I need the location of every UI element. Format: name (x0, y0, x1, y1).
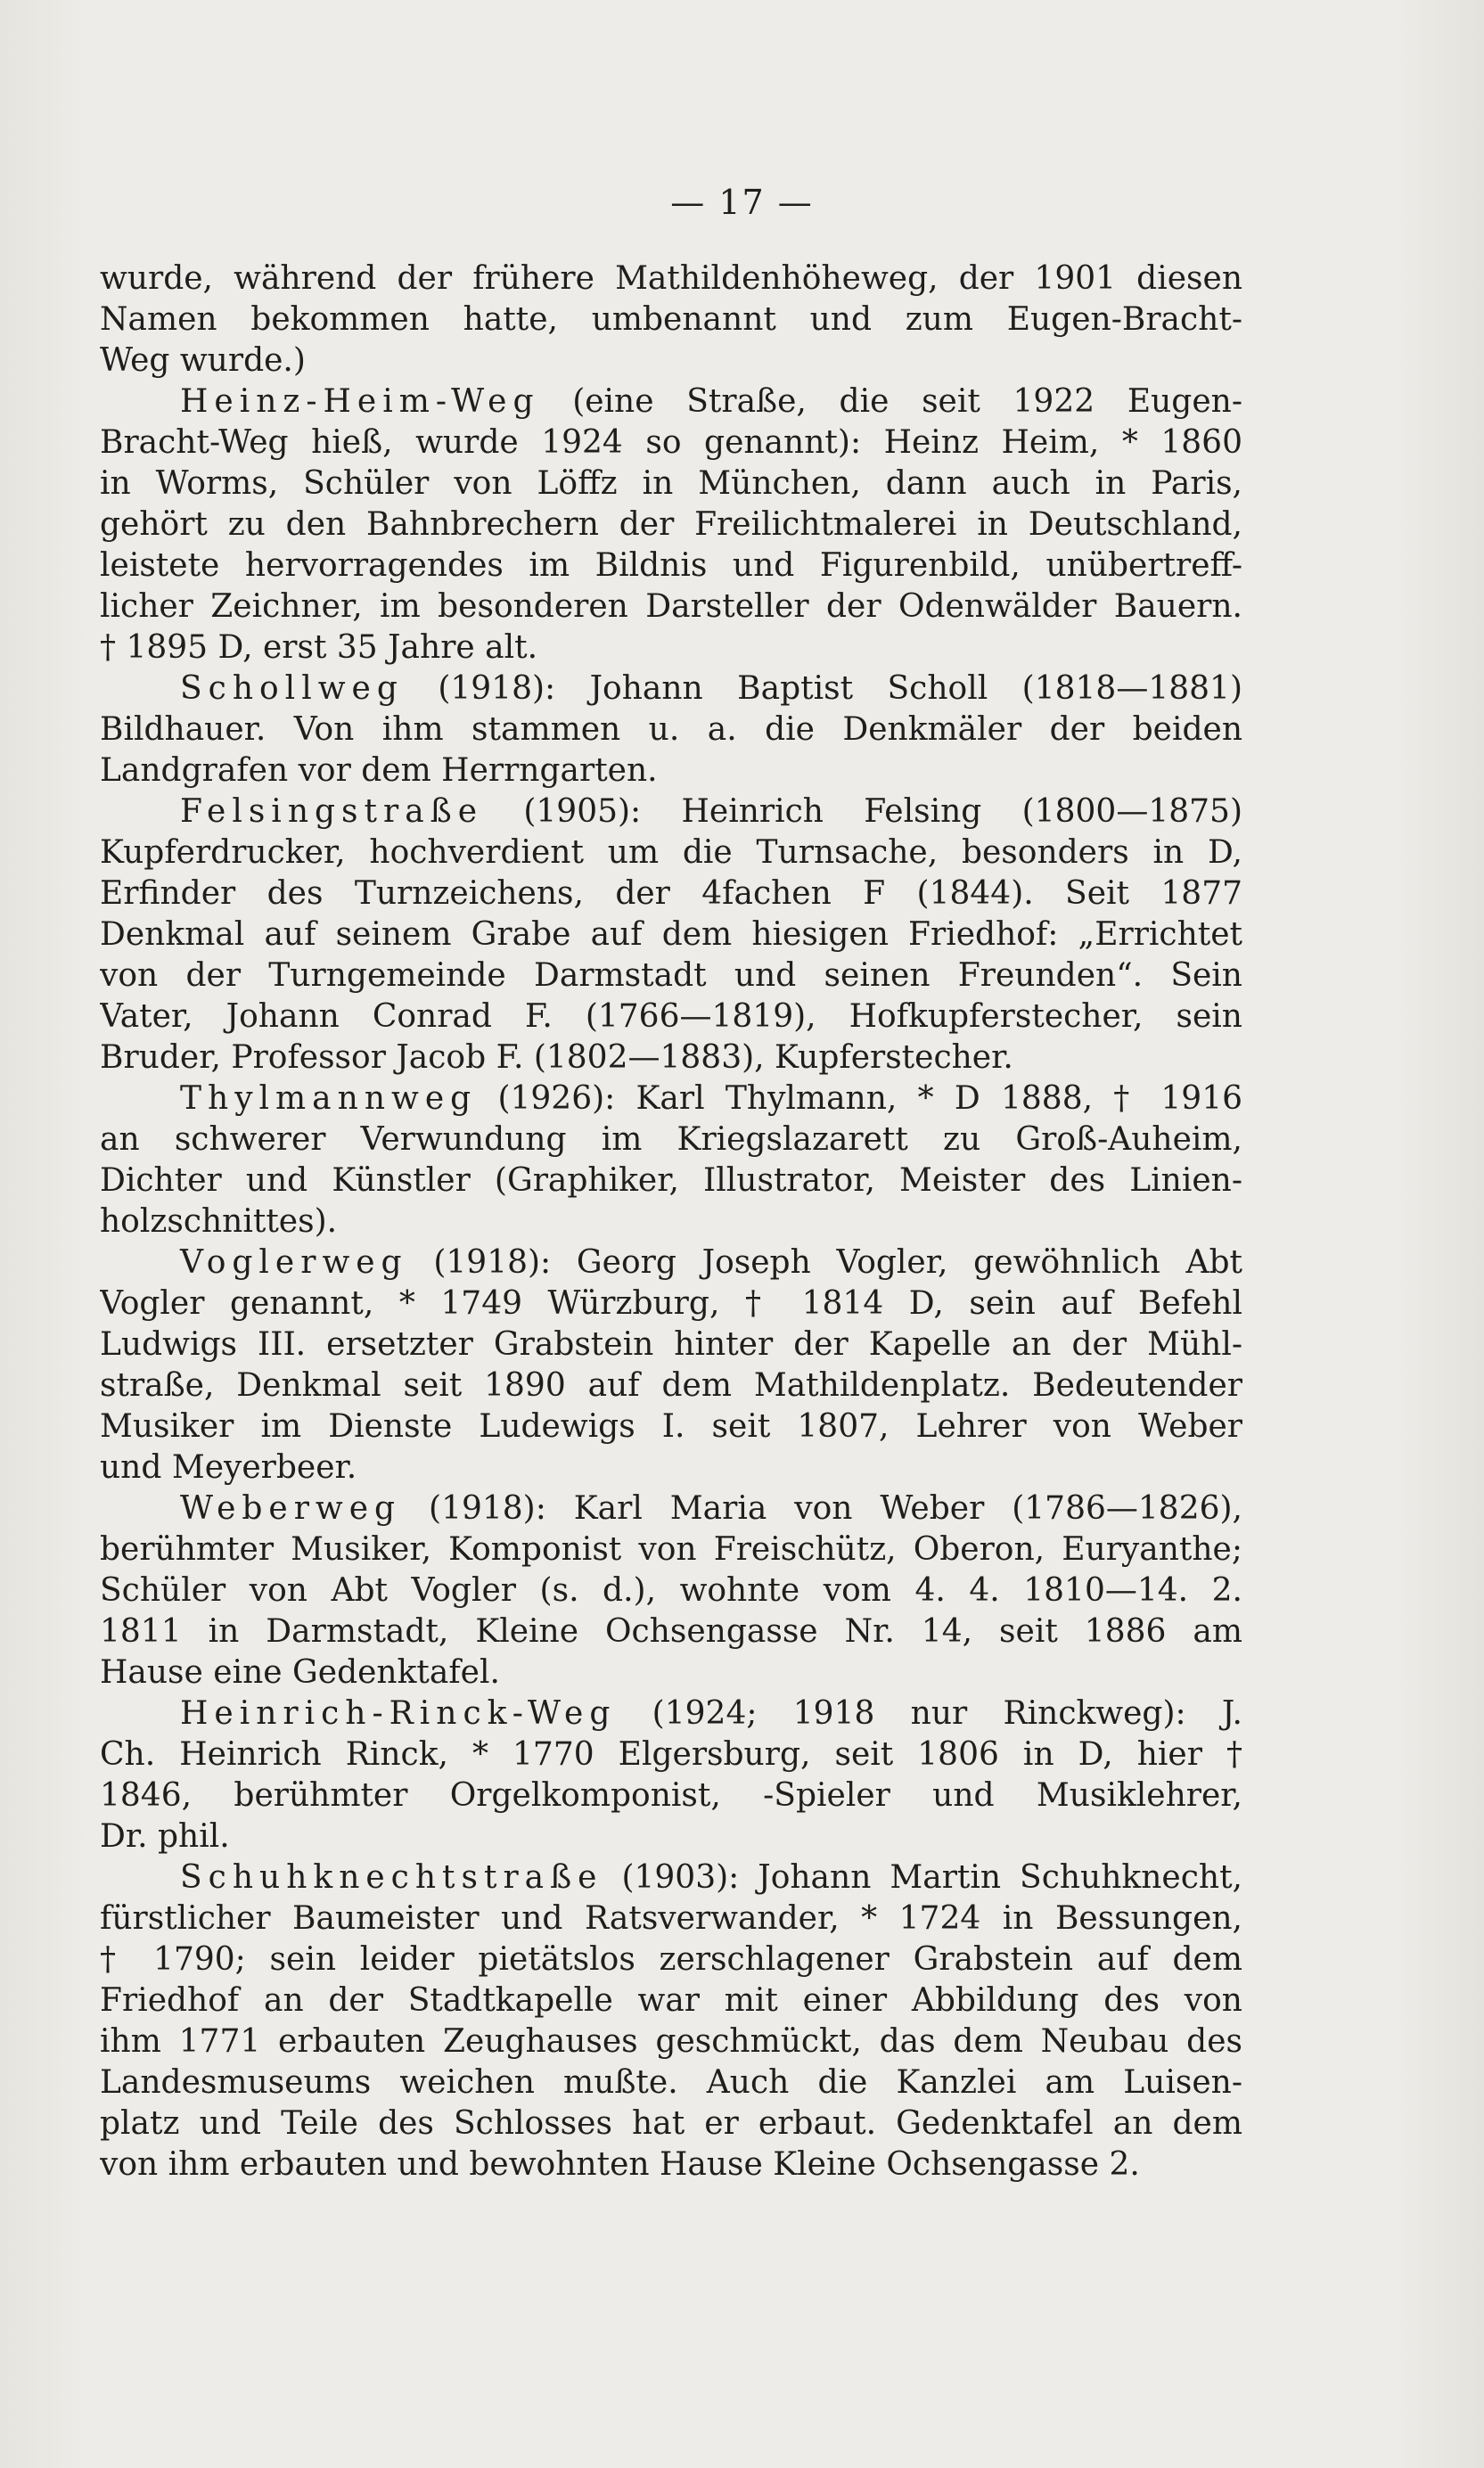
text-line (100, 1980, 1242, 2021)
line-text: ihm 1771 erbauten Zeughauses geschmückt, das dem Neubau des (100, 2023, 1242, 2060)
line-text: Schüler von Abt Vogler (s. d.), wohnte vom 4. 4. 1810—14. 2. (100, 1572, 1242, 1609)
entry-first-line (100, 791, 1242, 832)
line-text: licher Zeichner, im besonderen Darsteller der Odenwälder Bauern. (100, 588, 1242, 625)
text-line (100, 1406, 1242, 1447)
text-line (100, 1324, 1242, 1365)
line-text: Vater, Johann Conrad F. (1766—1819), Hofkupferstecher, sein (100, 998, 1242, 1035)
text-line (100, 1652, 1242, 1693)
text-line (100, 996, 1242, 1037)
line-text: (1903): Johann Martin Schuhknecht, (603, 1859, 1242, 1896)
line-text: straße, Denkmal seit 1890 auf dem Mathildenplatz. Bedeutender (100, 1367, 1242, 1404)
line-text: Bruder, Professor Jacob F. (1802—1883), Kupferstecher. (100, 1039, 1013, 1076)
line-text: berühmter Musiker, Komponist von Freischütz, Oberon, Euryanthe; (100, 1531, 1242, 1568)
text-line (100, 1570, 1242, 1611)
text-line (100, 709, 1242, 750)
line-text: leistete hervorragendes im Bildnis und Figurenbild, unübertreff- (100, 547, 1242, 584)
text-line (100, 1201, 1242, 1242)
line-text: Musiker im Dienste Ludewigs I. seit 1807, Lehrer von Weber (100, 1408, 1242, 1445)
text-line (100, 422, 1242, 463)
text-line (100, 1529, 1242, 1570)
line-text: Denkmal auf seinem Grabe auf dem hiesigen Friedhof: „Errichtet (100, 916, 1242, 953)
line-text: Dr. phil. (100, 1818, 230, 1855)
line-text: (1918): Georg Joseph Vogler, gewöhnlich Abt (407, 1244, 1242, 1281)
street-name: Felsingstraße (180, 793, 484, 830)
line-text: von ihm erbauten und bewohnten Hause Kleine Ochsengasse 2. (100, 2146, 1140, 2183)
text-line (100, 1283, 1242, 1324)
line-text: gehört zu den Bahnbrechern der Freilichtmalerei in Deutschland, (100, 506, 1242, 543)
line-text: wurde, während der frühere Mathildenhöheweg, der 1901 diesen (100, 260, 1242, 297)
line-text: holzschnittes). (100, 1203, 338, 1240)
line-text: und Meyerbeer. (100, 1449, 357, 1486)
text-line (100, 955, 1242, 996)
entry-first-line (100, 381, 1242, 422)
text-line (100, 1898, 1242, 1939)
line-text: Bracht-Weg hieß, wurde 1924 so genannt): Heinz Heim, * 1860 (100, 424, 1242, 461)
text-line (100, 627, 1242, 668)
text-line (100, 832, 1242, 873)
text-line (100, 586, 1242, 627)
entry-first-line (100, 1242, 1242, 1283)
text-line (100, 2103, 1242, 2144)
street-name: Heinz-Heim-Weg (180, 383, 540, 420)
text-line (100, 2021, 1242, 2062)
text-line (100, 504, 1242, 545)
text-body (100, 258, 1242, 2185)
line-text: (1926): Karl Thylmann, * D 1888, † 1916 (477, 1080, 1242, 1117)
line-text: Friedhof an der Stadtkapelle war mit einer Abbildung des von (100, 1982, 1242, 2019)
line-text: Kupferdrucker, hochverdient um die Turnsache, besonders in D, (100, 834, 1242, 871)
text-line (100, 873, 1242, 914)
text-line (100, 2144, 1242, 2185)
line-text: Landesmuseums weichen mußte. Auch die Kanzlei am Luisen- (100, 2064, 1242, 2101)
text-line (100, 1611, 1242, 1652)
street-name: Heinrich-Rinck-Weg (180, 1695, 617, 1732)
line-text: Weg wurde.) (100, 342, 306, 379)
line-text: platz und Teile des Schlosses hat er erbaut. Gedenktafel an dem (100, 2105, 1242, 2142)
line-text: Landgrafen vor dem Herrngarten. (100, 752, 658, 789)
street-name: Weberweg (180, 1490, 402, 1527)
text-line (100, 258, 1242, 299)
text-line (100, 1037, 1242, 1078)
street-name: Schollweg (180, 670, 404, 707)
text-line (100, 1447, 1242, 1488)
entry-first-line (100, 1693, 1242, 1734)
entry-first-line (100, 1857, 1242, 1898)
entry-first-line (100, 1078, 1242, 1119)
text-line (100, 340, 1242, 381)
text-line (100, 1365, 1242, 1406)
text-line (100, 914, 1242, 955)
line-text: Bildhauer. Von ihm stammen u. a. die Denkmäler der beiden (100, 711, 1242, 748)
line-text: fürstlicher Baumeister und Ratsverwander, * 1724 in Bessungen, (100, 1900, 1242, 1937)
line-text: Erfinder des Turnzeichens, der 4fachen F (1844). Seit 1877 (100, 875, 1242, 912)
text-line (100, 1775, 1242, 1816)
line-text: Ludwigs III. ersetzter Grabstein hinter der Kapelle an der Mühl- (100, 1326, 1242, 1363)
text-line (100, 750, 1242, 791)
text-line (100, 463, 1242, 504)
text-line (100, 1119, 1242, 1160)
line-text: Namen bekommen hatte, umbenannt und zum Eugen-Bracht- (100, 301, 1242, 338)
line-text: Vogler genannt, * 1749 Würzburg, † 1814 D, sein auf Befehl (100, 1285, 1242, 1322)
line-text: (1905): Heinrich Felsing (1800—1875) (483, 793, 1242, 830)
line-text: † 1895 D, erst 35 Jahre alt. (100, 629, 538, 666)
text-line (100, 1816, 1242, 1857)
line-text: 1811 in Darmstadt, Kleine Ochsengasse Nr. 14, seit 1886 am (100, 1613, 1242, 1650)
text-line (100, 545, 1242, 586)
page-number: — 17 — (670, 183, 814, 222)
line-text: Dichter und Künstler (Graphiker, Illustrator, Meister des Linien- (100, 1162, 1242, 1199)
entry-first-line (100, 1488, 1242, 1529)
line-text: † 1790; sein leider pietätslos zerschlagener Grabstein auf dem (100, 1941, 1242, 1978)
line-text: 1846, berühmter Orgelkomponist, -Spieler und Musiklehrer, (100, 1777, 1242, 1814)
line-text: (1918): Johann Baptist Scholl (1818—1881) (403, 670, 1242, 707)
text-line (100, 2062, 1242, 2103)
line-text: (1924; 1918 nur Rinckweg): J. (616, 1695, 1242, 1732)
line-text: in Worms, Schüler von Löffz in München, dann auch in Paris, (100, 465, 1242, 502)
line-text: (eine Straße, die seit 1922 Eugen- (539, 383, 1242, 420)
text-line (100, 1160, 1242, 1201)
line-text: Hause eine Gedenktafel. (100, 1654, 500, 1691)
text-line (100, 1734, 1242, 1775)
entry-first-line (100, 668, 1242, 709)
line-text: von der Turngemeinde Darmstadt und seinen Freunden“. Sein (100, 957, 1242, 994)
line-text: an schwerer Verwundung im Kriegslazarett zu Groß-Auheim, (100, 1121, 1242, 1158)
text-line (100, 299, 1242, 340)
street-name: Schuhknechtstraße (180, 1859, 603, 1896)
street-name: Voglerweg (180, 1244, 408, 1281)
text-line (100, 1939, 1242, 1980)
line-text: (1918): Karl Maria von Weber (1786—1826), (401, 1490, 1242, 1527)
line-text: Ch. Heinrich Rinck, * 1770 Elgersburg, seit 1806 in D, hier † (100, 1736, 1242, 1773)
street-name: Thylmannweg (180, 1080, 478, 1117)
